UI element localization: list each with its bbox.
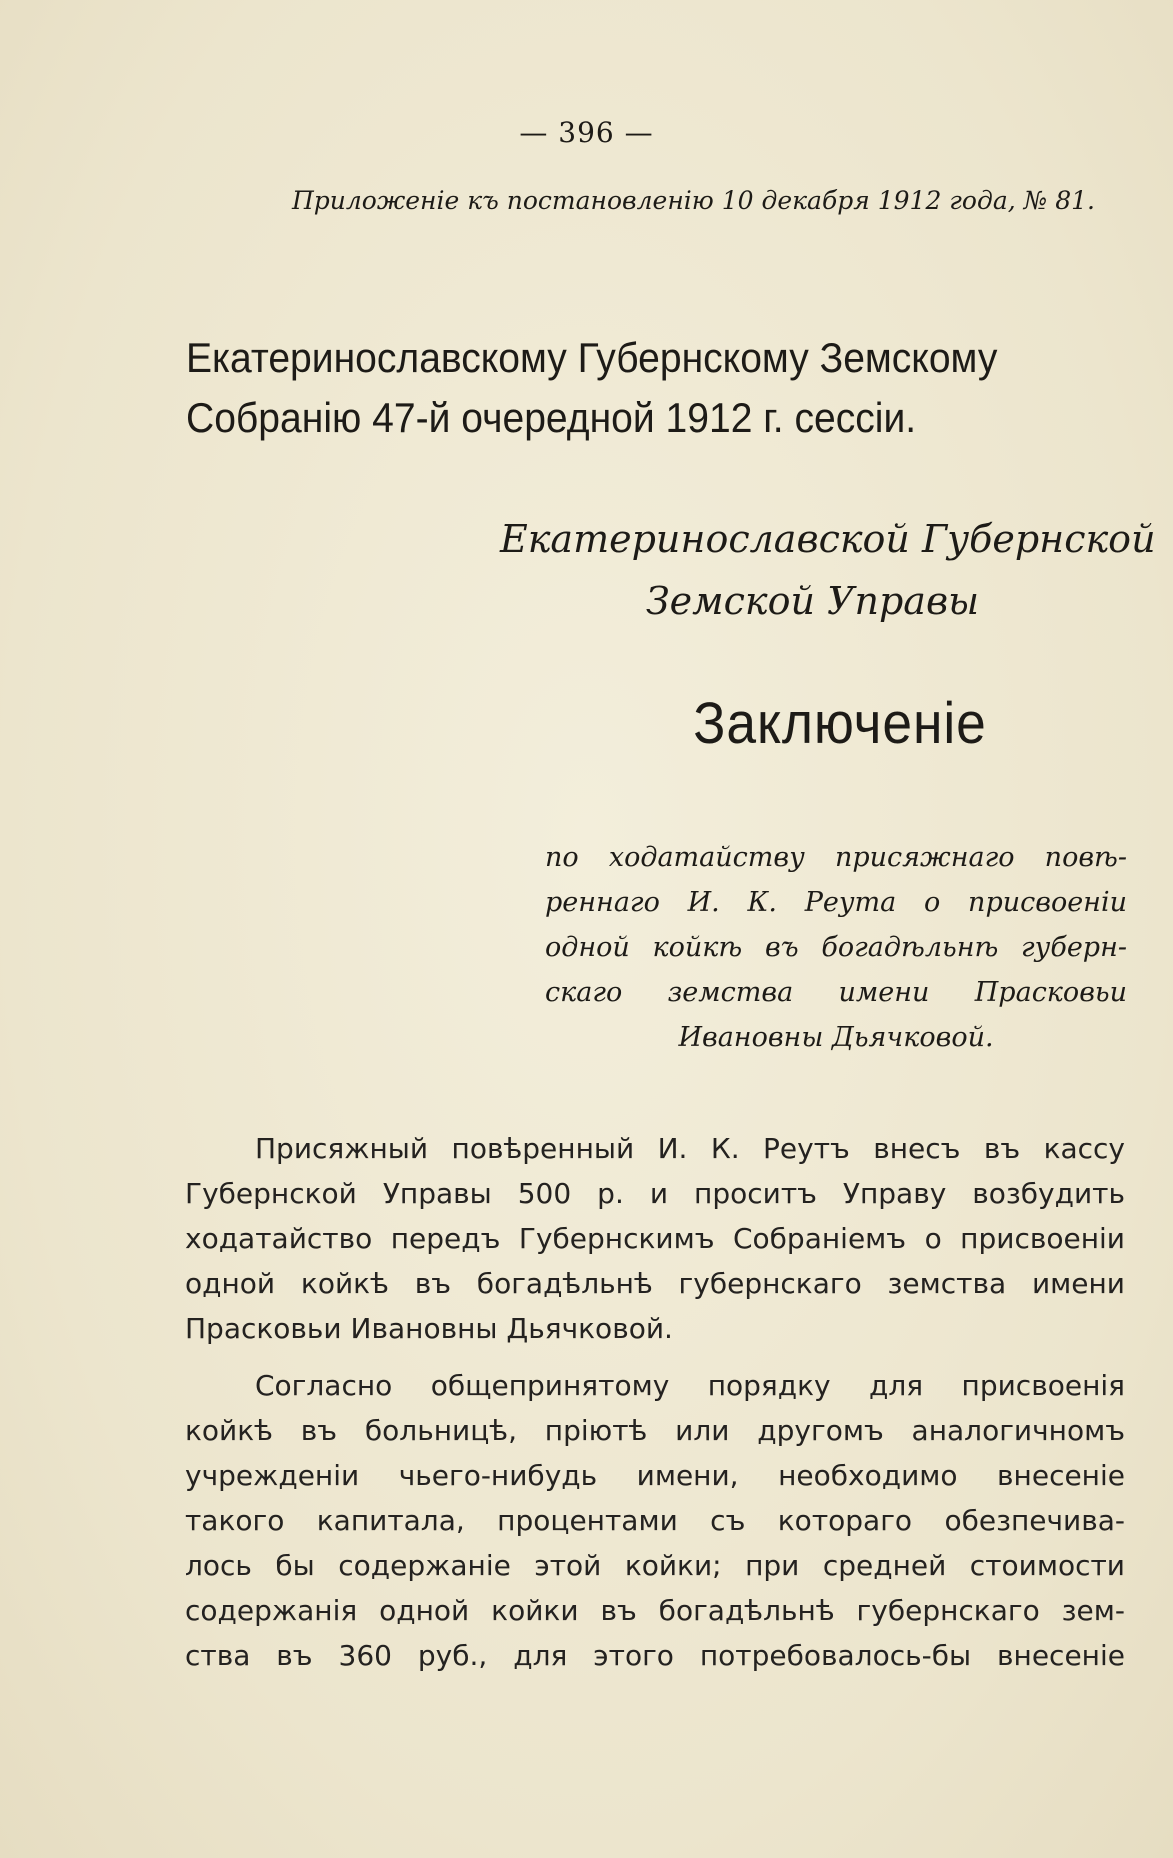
paragraph-1 bbox=[185, 1126, 1125, 1351]
document-title: Заключеніе bbox=[693, 691, 987, 756]
subject-line: Ивановны Дьячковой. bbox=[678, 1022, 994, 1053]
body-line: Губернской Управы 500 р. и проситъ Управу возбудить bbox=[185, 1177, 1125, 1210]
appendix-note: Приложеніе къ постановленію 10 декабря 1912 года, № 81. bbox=[291, 186, 1095, 215]
paragraph-2 bbox=[185, 1363, 1125, 1678]
body-line: лось бы содержаніе этой койки; при средней стоимости bbox=[185, 1549, 1125, 1582]
subject-line: скаго земства имени Прасковьи bbox=[545, 977, 1127, 1008]
addressee-line: Собранію 47-й очередной 1912 г. сессіи. bbox=[186, 394, 917, 441]
body-line: ходатайство передъ Губернскимъ Собраніемъ о присвоеніи bbox=[185, 1222, 1125, 1255]
sender-line: Земской Управы bbox=[645, 579, 980, 623]
addressee-line: Екатеринославскому Губернскому Земскому bbox=[186, 334, 998, 381]
subject-line: одной койкѣ въ богадѣльнѣ губерн- bbox=[545, 932, 1127, 963]
body-line: койкѣ въ больницѣ, пріютѣ или другомъ аналогичномъ bbox=[185, 1414, 1125, 1447]
sender-line: Екатеринославской Губернской bbox=[500, 517, 1156, 561]
subject-block bbox=[545, 835, 1127, 1060]
sender-heading bbox=[500, 508, 1156, 632]
body-line: такого капитала, процентами съ котораго обезпечива- bbox=[185, 1504, 1125, 1537]
body-line: одной койкѣ въ богадѣльнѣ губернскаго земства имени bbox=[185, 1267, 1125, 1300]
addressee-heading bbox=[186, 328, 1060, 448]
body-line: содержанія одной койки въ богадѣльнѣ губернскаго зем- bbox=[185, 1594, 1125, 1627]
body-line: Согласно общепринятому порядку для присвоенія bbox=[255, 1369, 1125, 1402]
page-number: — 396 — bbox=[519, 116, 654, 149]
body-line: Прасковьи Ивановны Дьячковой. bbox=[185, 1312, 673, 1345]
body-line: Присяжный повѣренный И. К. Реутъ внесъ въ кассу bbox=[255, 1132, 1125, 1165]
subject-line: реннаго И. К. Реута о присвоеніи bbox=[545, 887, 1127, 918]
body-line: ства въ 360 руб., для этого потребовалось-бы внесеніе bbox=[185, 1639, 1125, 1672]
body-line: учрежденіи чьего-нибудь имени, необходимо внесеніе bbox=[185, 1459, 1125, 1492]
subject-line: по ходатайству присяжнаго повѣ- bbox=[545, 842, 1127, 873]
body-text bbox=[185, 1126, 1125, 1690]
